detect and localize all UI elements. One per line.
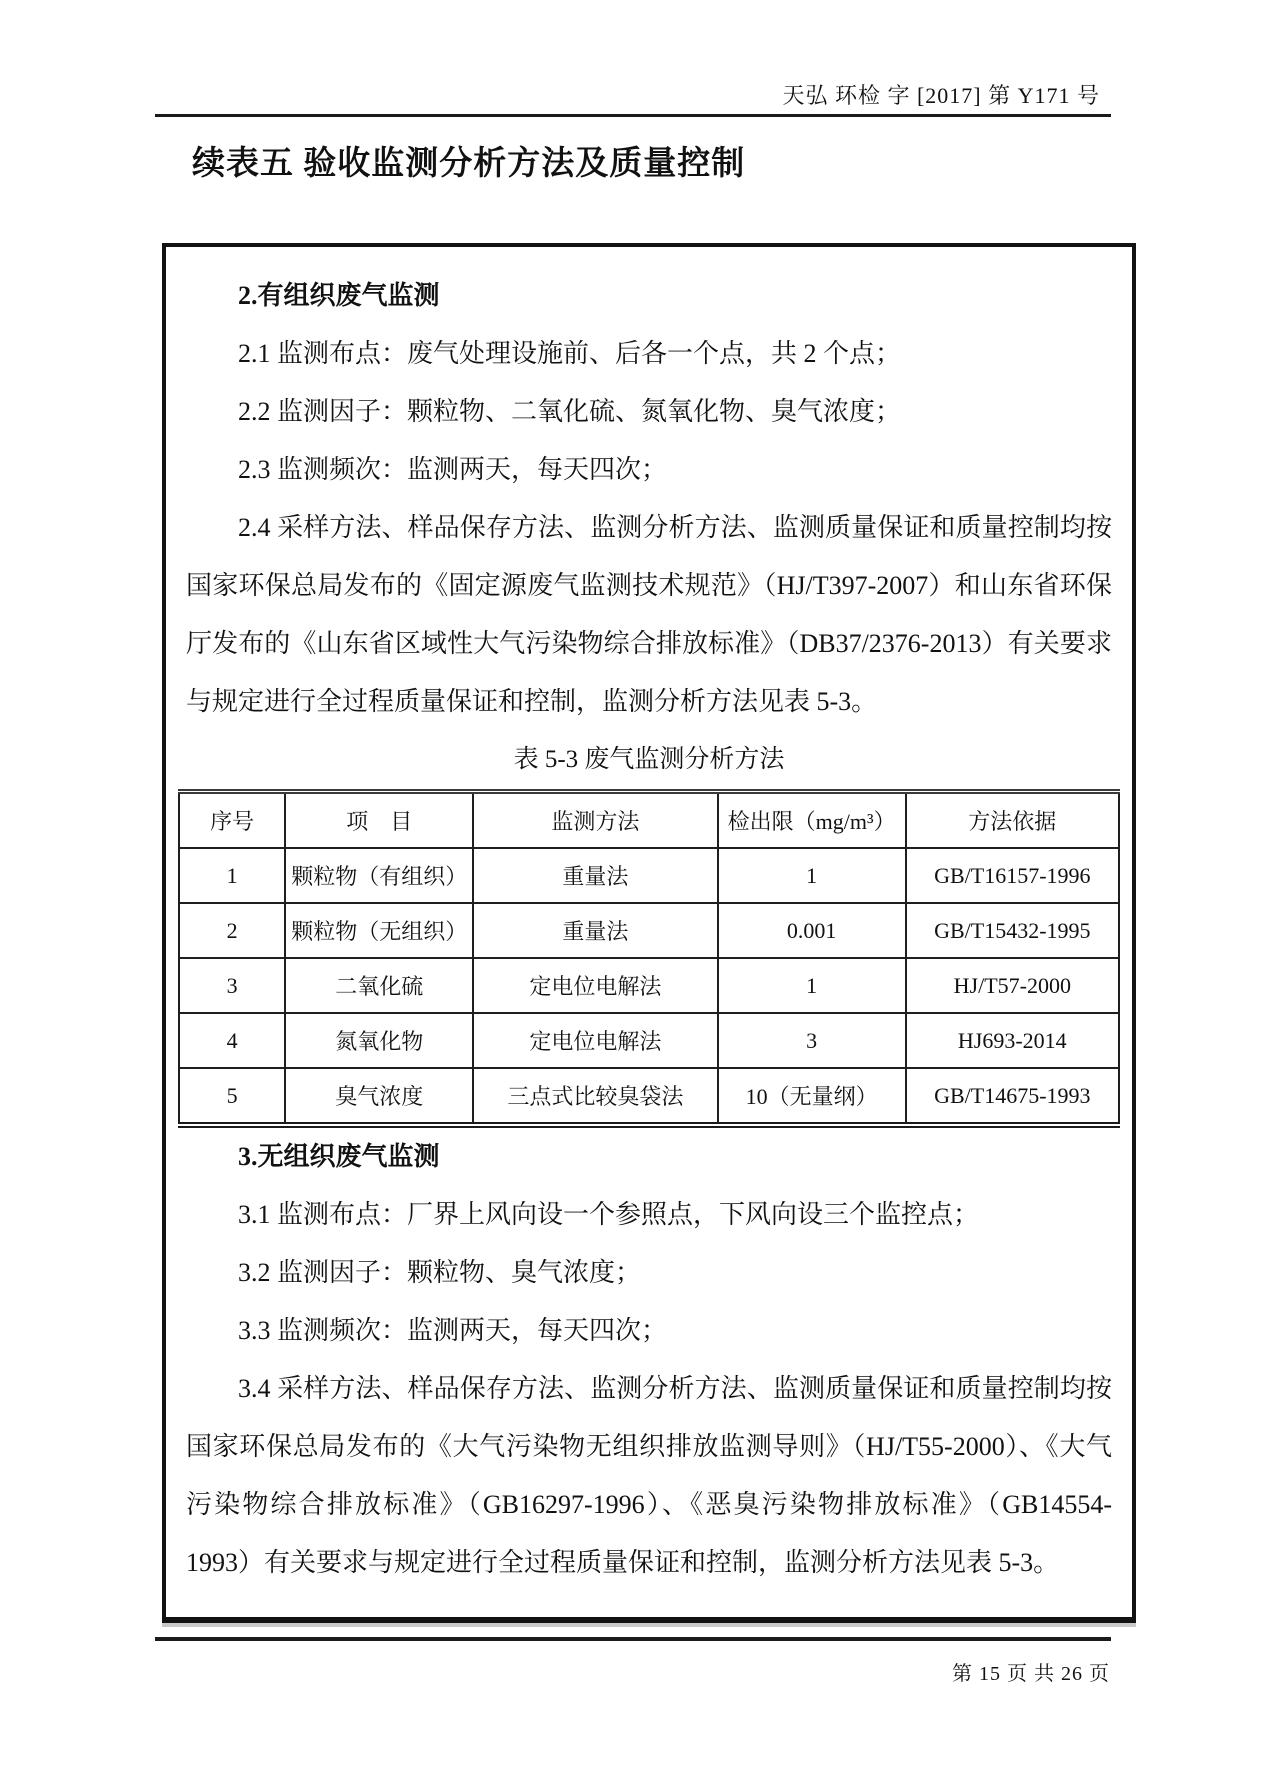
cell-index: 5 <box>179 1068 285 1125</box>
section-3-item-2: 3.2 监测因子：颗粒物、臭气浓度； <box>238 1258 642 1287</box>
table-header-row <box>179 792 1119 849</box>
cell-basis: HJ/T57-2000 <box>906 958 1119 1013</box>
section-2-item-3: 2.3 监测频次：监测两天，每天四次； <box>238 455 668 484</box>
cell-item: 二氧化硫 <box>285 958 473 1013</box>
table-row <box>179 903 1119 958</box>
section-3-item-1: 3.1 监测布点：厂界上风向设一个参照点，下风向设三个监控点； <box>238 1200 980 1229</box>
table-row <box>179 848 1119 903</box>
cell-method: 定电位电解法 <box>473 958 717 1013</box>
cell-detection-limit: 3 <box>718 1013 906 1068</box>
section-2-item-2: 2.2 监测因子：颗粒物、二氧化硫、氮氧化物、臭气浓度； <box>238 397 902 426</box>
cell-detection-limit: 10（无量纲） <box>718 1068 906 1125</box>
cell-index: 2 <box>179 903 285 958</box>
section-2-heading: 2.有组织废气监测 <box>238 281 440 310</box>
doc-number: 天弘 环检 字 [2017] 第 Y171 号 <box>782 83 1100 108</box>
footer-rule <box>155 1637 1111 1641</box>
table-row <box>179 1068 1119 1125</box>
cell-method: 重量法 <box>473 848 717 903</box>
analysis-methods-table <box>178 789 1120 1128</box>
cell-basis: GB/T14675-1993 <box>906 1068 1119 1125</box>
cell-index: 1 <box>179 848 285 903</box>
cell-item: 臭气浓度 <box>285 1068 473 1125</box>
section-2-item-1: 2.1 监测布点：废气处理设施前、后各一个点，共 2 个点； <box>238 339 902 368</box>
content-box <box>162 243 1136 1623</box>
cell-item: 颗粒物（有组织） <box>285 848 473 903</box>
cell-method: 三点式比较臭袋法 <box>473 1068 717 1125</box>
col-header-index: 序号 <box>179 792 285 849</box>
page-number: 第 15 页 共 26 页 <box>952 1663 1110 1685</box>
cell-basis: GB/T15432-1995 <box>906 903 1119 958</box>
section-3-item-3: 3.3 监测频次：监测两天，每天四次； <box>238 1316 668 1345</box>
cell-detection-limit: 0.001 <box>718 903 906 958</box>
cell-item: 颗粒物（无组织） <box>285 903 473 958</box>
header-rule <box>155 114 1111 117</box>
cell-method: 重量法 <box>473 903 717 958</box>
section-2-item-4: 2.4 采样方法、样品保存方法、监测分析方法、监测质量保证和质量控制均按国家环保总局发布的《固定源废气监测技术规范》（HJ/T397-2007）和山东省环保厅发布的《山东省区域性大气污染物综合排放标准》（DB37/2376-2013）有关要求与规定进行全过程质量保证和控制，监测分析方法见表 5-3。 <box>186 513 1112 716</box>
cell-basis: GB/T16157-1996 <box>906 848 1119 903</box>
table-caption: 表 5-3 废气监测分析方法 <box>513 746 785 773</box>
col-header-detection-limit: 检出限（mg/m³） <box>718 792 906 849</box>
cell-detection-limit: 1 <box>718 958 906 1013</box>
col-header-method: 监测方法 <box>473 792 717 849</box>
cell-method: 定电位电解法 <box>473 1013 717 1068</box>
cell-item: 氮氧化物 <box>285 1013 473 1068</box>
cell-index: 4 <box>179 1013 285 1068</box>
section-3-heading: 3.无组织废气监测 <box>238 1142 440 1171</box>
cell-basis: HJ693-2014 <box>906 1013 1119 1068</box>
cell-index: 3 <box>179 958 285 1013</box>
col-header-basis: 方法依据 <box>906 792 1119 849</box>
page-title: 续表五 验收监测分析方法及质量控制 <box>192 146 746 182</box>
section-3-item-4: 3.4 采样方法、样品保存方法、监测分析方法、监测质量保证和质量控制均按国家环保总局发布的《大气污染物无组织排放监测导则》（HJ/T55-2000）、《大气污染物综合排放标准》（GB16297-1996）、《恶臭污染物排放标准》（GB14554-1993）有关要求与规定进行全过程质量保证和控制，监测分析方法见表 5-3。 <box>186 1374 1112 1577</box>
table-row <box>179 958 1119 1013</box>
col-header-item: 项 目 <box>285 792 473 849</box>
cell-detection-limit: 1 <box>718 848 906 903</box>
table-row <box>179 1013 1119 1068</box>
